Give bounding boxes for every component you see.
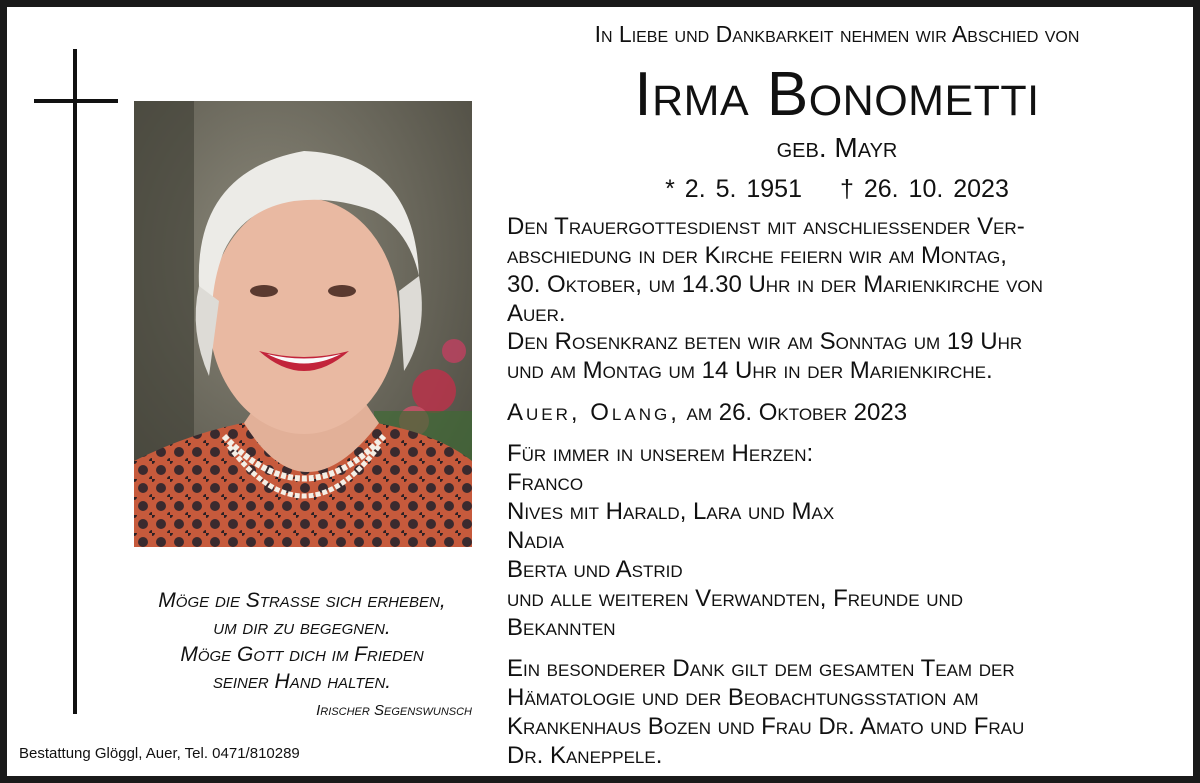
thanks-line: Dr. Kaneppele. [507, 742, 663, 769]
rosary-line: Den Rosenkranz beten wir am Sonntag um 19 Uhr [507, 328, 1023, 355]
thanks-note [507, 654, 1167, 770]
service-line: Auer. [507, 300, 566, 327]
service-line: abschiedung in der Kirche feiern wir am Montag, [507, 242, 1007, 269]
family-heading: Für immer in unserem Herzen: [507, 440, 814, 467]
blessing-line: um dir zu begegnen. [213, 616, 391, 639]
obituary-notice [7, 7, 1193, 776]
rosary-line: und am Montag um 14 Uhr in der Marienkirche. [507, 357, 993, 384]
service-line: 30. Oktober, um 14.30 Uhr in der Marienkirche von [507, 271, 1043, 298]
service-line: Den Trauergottesdienst mit anschliessender Ver- [507, 213, 1025, 240]
deceased-name: Irma Bonometti [634, 60, 1040, 129]
blessing-line: Möge Gott dich im Frieden [180, 643, 424, 666]
life-dates [507, 175, 1167, 204]
funeral-home-contact: Bestattung Glöggl, Auer, Tel. 0471/810289 [19, 745, 300, 762]
thanks-line: Hämatologie und der Beobachtungsstation am [507, 684, 979, 711]
family-member: Nives mit Harald, Lara und Max [507, 498, 835, 525]
portrait-photo [134, 101, 472, 547]
blessing-line: Möge die Strasse sich erheben, [158, 589, 446, 612]
place-date [507, 398, 1167, 427]
family-member: Berta und Astrid [507, 556, 683, 583]
family-member: Bekannten [507, 614, 616, 641]
family-member: und alle weiteren Verwandten, Freunde und [507, 585, 964, 612]
birth-date: * 2. 5. 1951 [665, 175, 802, 203]
intro-line: In Liebe und Dankbarkeit nehmen wir Abschied von [594, 21, 1080, 47]
rosary-info [507, 327, 1167, 385]
cross-icon-bar [34, 99, 118, 103]
service-info [507, 212, 1167, 328]
place-names: Auer, Olang, [507, 399, 680, 426]
cross-icon [73, 49, 77, 714]
thanks-line: Ein besonderer Dank gilt dem gesamten Team der [507, 655, 1015, 682]
thanks-line: Krankenhaus Bozen und Frau Dr. Amato und Frau [507, 713, 1025, 740]
death-date: † 26. 10. 2023 [840, 175, 1009, 203]
family-list [507, 439, 1167, 642]
blessing-source: Irischer Segenswunsch [316, 702, 472, 719]
family-member: Nadia [507, 527, 565, 554]
birth-name: geb. Mayr [776, 132, 898, 163]
family-member: Franco [507, 469, 584, 496]
notice-date: am 26. Oktober 2023 [686, 399, 908, 426]
blessing-line: seiner Hand halten. [212, 670, 392, 693]
blessing-quote [117, 587, 487, 724]
